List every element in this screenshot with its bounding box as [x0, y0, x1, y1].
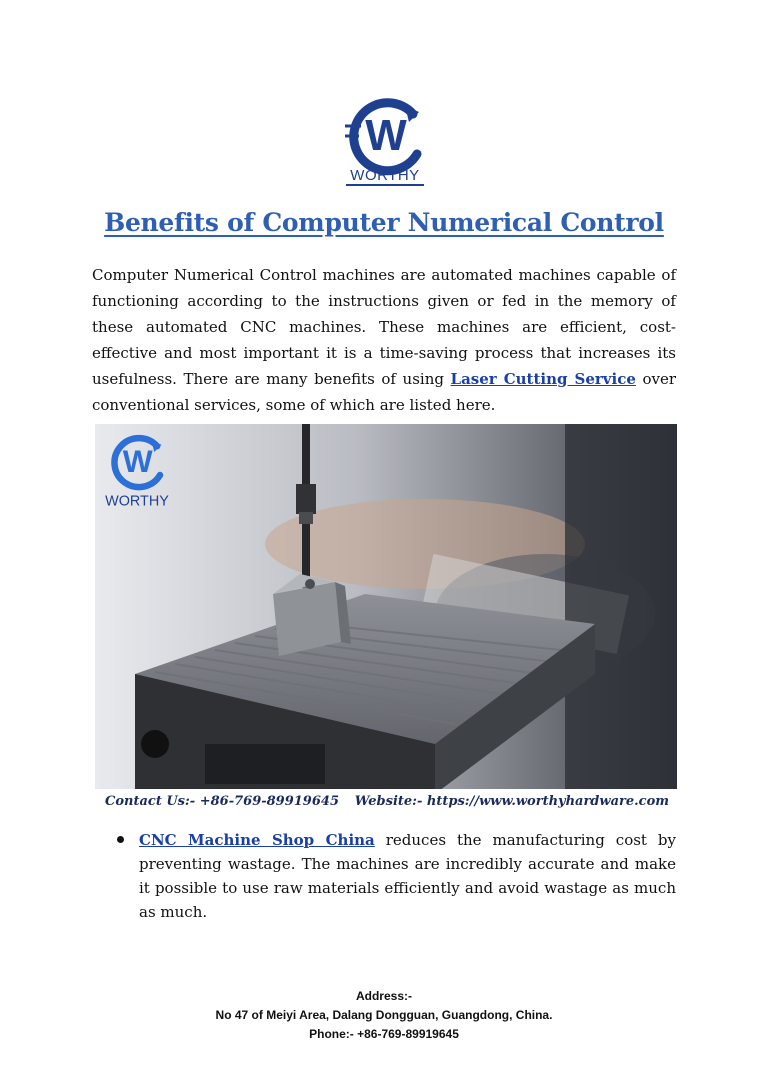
- bullet-icon: [117, 836, 124, 843]
- footer-heading: Address:-: [355, 989, 412, 1003]
- caption-contact: Contact Us:- +86-769-89919645: [105, 794, 339, 809]
- footer: [92, 987, 676, 1044]
- intro-paragraph: [92, 262, 676, 418]
- logo-letter: W: [365, 111, 407, 160]
- cnc-photo: [95, 424, 677, 794]
- footer-address: No 47 of Meiyi Area, Dalang Dongguan, Guangdong, China.: [215, 1008, 553, 1022]
- photo-watermark-word: WORTHY: [105, 493, 169, 510]
- intro-text-before: Computer Numerical Control machines are automated machines capable of functioning according to the instructions given or fed in the memory of these automated CNC machines. These machines are efficient, cost-effective and most important it is a time-saving process that increases its usefulness. There are many benefits of using: [92, 266, 676, 388]
- laser-cutting-service-link[interactable]: Laser Cutting Service: [450, 370, 636, 388]
- list-item: [139, 828, 676, 924]
- cnc-photo-illustration: [95, 424, 677, 794]
- cnc-machine-shop-link[interactable]: CNC Machine Shop China: [139, 831, 375, 849]
- page-title: Benefits of Computer Numerical Control: [104, 208, 664, 237]
- photo-watermark-letter: W: [122, 443, 153, 480]
- intro-text-after: over conventional services, some of which are listed here.: [92, 370, 677, 414]
- photo-caption: [95, 792, 677, 814]
- photo-watermark-logo: [101, 430, 173, 510]
- logo-wordmark: WORTHY: [346, 167, 424, 186]
- footer-phone: Phone:- +86-769-89919645: [309, 1027, 459, 1041]
- bullet-text: reduces the manufacturing cost by preventing wastage. The machines are incredibly accurate and make it possible to use raw materials efficiently and avoid wastage as much as much.: [139, 831, 676, 921]
- caption-website: Website:- https://www.worthyhardware.com: [354, 794, 669, 809]
